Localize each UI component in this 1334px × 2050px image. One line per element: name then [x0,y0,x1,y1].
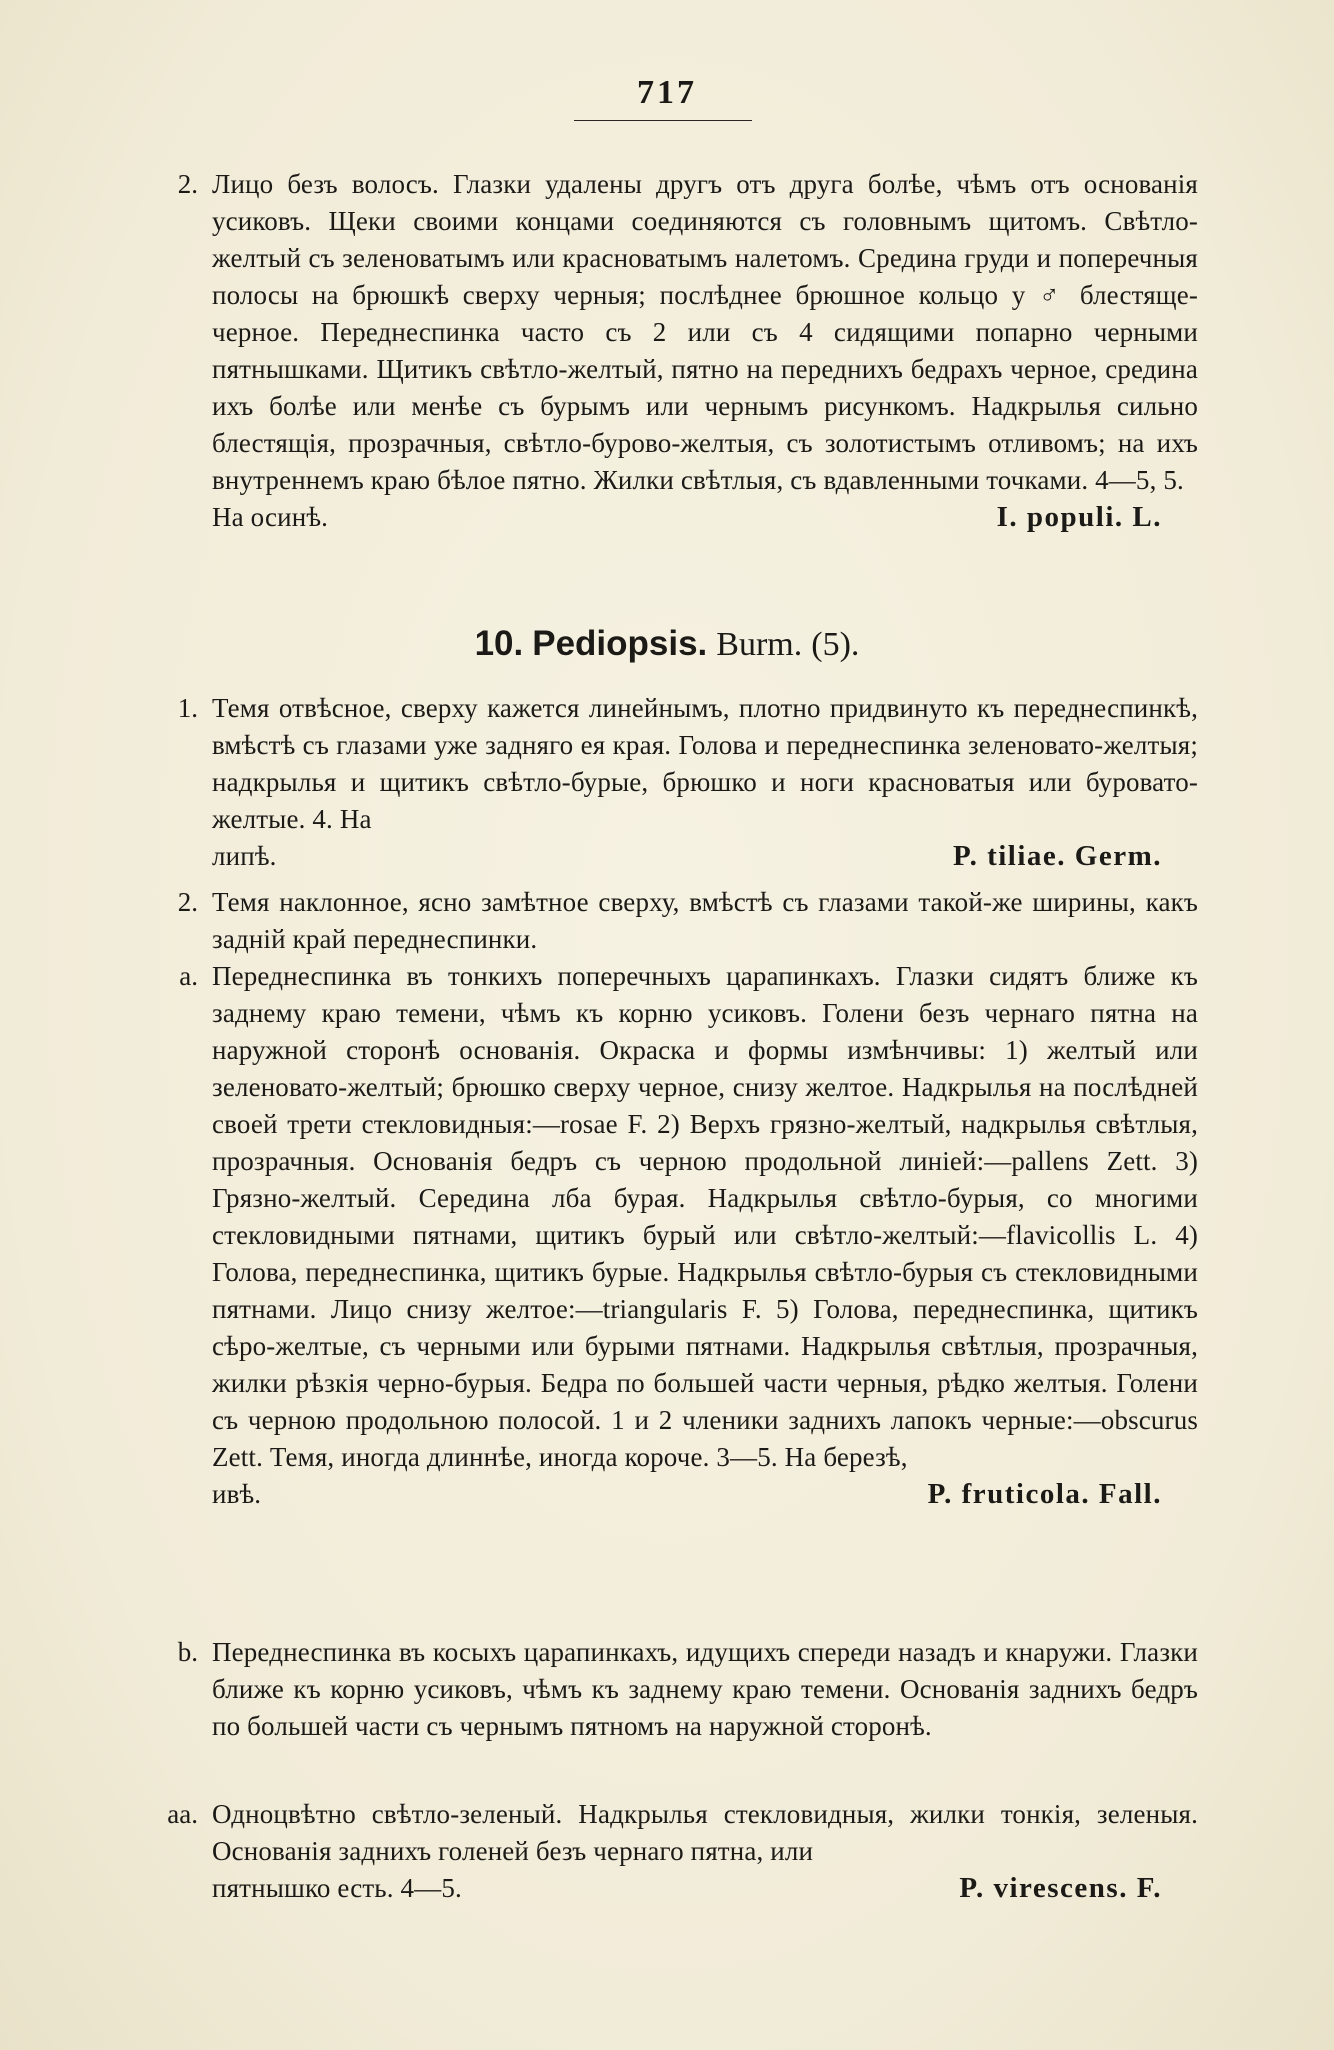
species-name: I. populi. L. [996,501,1162,533]
genus-author: Burm. [716,626,803,663]
entry-text [212,1796,1198,1907]
genus-species-count: (5). [811,626,860,663]
entry-habitat: На осинѣ. [212,502,329,532]
entry-tail-line [212,1870,1198,1907]
entry-description: Темя наклонное, ясно замѣтное сверху, вмѣстѣ съ глазами такой-же ширины, какъ задній край переднеспинки. [212,887,1198,954]
entry-text [212,690,1198,875]
entry-description: Лицо безъ волосъ. Глазки удалены другъ отъ друга болѣе, чѣмъ отъ основанія усиковъ. Щеки своими концами соединяются съ головнымъ щитомъ. Свѣтло-желтый съ зеленоватымъ или красноватымъ налетомъ. Средина груди и поперечныя полосы на брюшкѣ сверху черныя; послѣднее брюшное кольцо у ♂ блестяще-черное. Переднеспинка часто съ 2 или съ 4 сидящими попарно черными пятнышками. Щитикъ свѣтло-желтый, пятно на переднихъ бедрахъ черное, средина ихъ болѣе или менѣе съ бурымъ или чернымъ рисункомъ. Надкрылья сильно блестящія, прозрачныя, свѣтло-бурово-желтыя, съ золотистымъ отливомъ; на ихъ внутреннемъ краю бѣлое пятно. Жилки свѣтлыя, съ вдавленными точками. 4—5, 5. [212,169,1198,495]
entry-habitat: ивѣ. [212,1479,262,1509]
entry-description: Переднеспинка въ косыхъ царапинкахъ, идущихъ спереди назадъ и кнаружи. Глазки ближе къ корню усиковъ, чѣмъ къ заднему краю темени. Основанія заднихъ бедръ по большей части съ чернымъ пятномъ на наружной сторонѣ. [212,1637,1198,1741]
genus-heading [0,621,1334,667]
species-name: P. fruticola. Fall. [927,1478,1162,1510]
entry-description: Переднеспинка въ тонкихъ поперечныхъ царапинкахъ. Глазки сидятъ ближе къ заднему краю темени, чѣмъ къ корню усиковъ. Голени безъ чернаго пятна на наружной сторонѣ основанія. Окраска и формы измѣнчивы: 1) желтый или зеленовато-желтый; брюшко сверху черное, снизу желтое. Надкрылья на послѣдней своей трети стекловидныя:—rosae F. 2) Верхъ грязно-желтый, надкрылья свѣтлыя, прозрачныя. Основанія бедръ съ черною продольной линіей:—pallens Zett. 3) Грязно-желтый. Середина лба бурая. Надкрылья свѣтло-бурыя, со многими стекловидными пятнами, щитикъ бурый или свѣтло-желтый:—flavicollis L. 4) Голова, переднеспинка, щитикъ бурые. Надкрылья свѣтло-бурыя съ стекловидными пятнами. Лицо снизу желтое:—triangularis F. 5) Голова, переднеспинка, щитикъ сѣро-желтые, съ черными или бурыми пятнами. Надкрылья свѣтлыя, прозрачныя, жилки рѣзкія черно-бурыя. Бедра по большей части черныя, рѣдко желтыя. Голени съ черною продольною полосой. 1 и 2 членики заднихъ лапокъ черные:—obscurus Zett. Темя, иногда длиннѣе, иногда короче. 3—5. На березѣ, [212,961,1198,1472]
entry-tail-line [212,1476,1198,1513]
entry-habitat: пятнышко есть. 4—5. [212,1873,462,1903]
entry-tail-line [212,838,1198,875]
entry-text [212,958,1198,1513]
entry-marker: 2. [177,887,198,917]
entry-tail-line [212,499,1198,536]
page-number-rule [574,120,752,121]
genus-number: 10. [474,624,524,663]
entry-marker: aa. [167,1799,198,1829]
species-name: P. virescens. F. [959,1872,1162,1904]
entry-text [212,166,1198,536]
entry-habitat: липѣ. [212,841,277,871]
entry-text [212,1634,1198,1745]
entry-text [212,884,1198,958]
entry-description: Одноцвѣтно свѣтло-зеленый. Надкрылья стекловидныя, жилки тонкія, зеленыя. Основанія заднихъ голеней безъ чернаго пятна, или [212,1799,1198,1866]
entry-marker: 1. [177,693,198,723]
genus-name: Pediopsis. [532,624,708,663]
entry-marker: 2. [177,169,198,199]
species-name: P. tiliae. Germ. [953,840,1162,872]
entry-marker: a. [179,961,198,991]
entry-marker: b. [177,1637,198,1667]
entry-description: Темя отвѣсное, сверху кажется линейнымъ, плотно придвинуто къ переднеспинкѣ, вмѣстѣ съ глазами уже задняго ея края. Голова и переднеспинка зеленовато-желтыя; надкрылья и щитикъ свѣтло-бурые, брюшко и ноги красноватыя или буровато-желтые. 4. На [212,693,1198,834]
page-number: 717 [637,74,697,111]
